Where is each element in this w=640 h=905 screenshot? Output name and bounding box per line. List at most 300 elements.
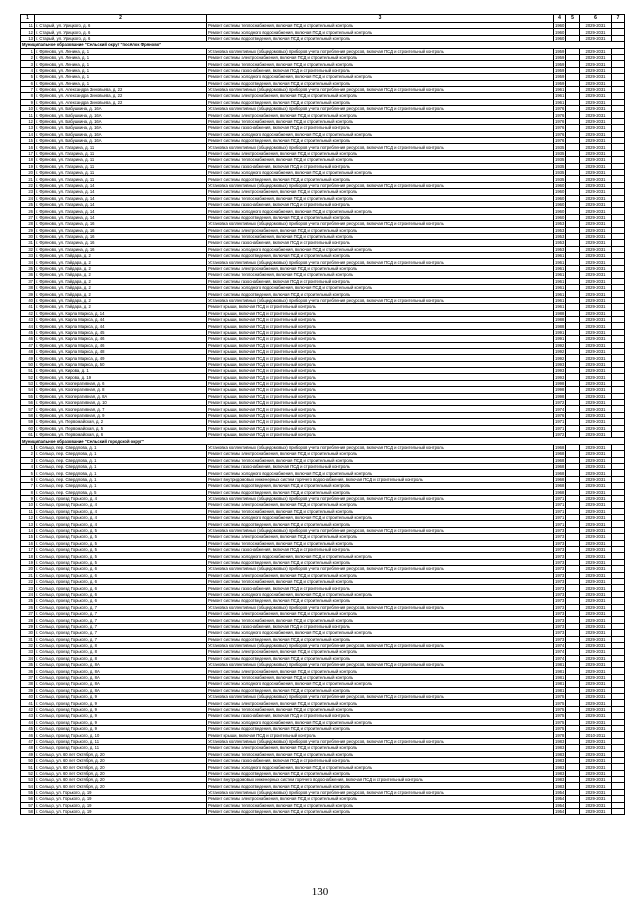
work-type-cell: Ремонт крыши, включая ПСД и строительный контроль: [207, 355, 554, 361]
address-cell: г. Фряново, ул. Кооперативная, д. 8: [35, 387, 207, 393]
period-cell: 2029-2031: [580, 623, 612, 629]
row-number-cell: 7: [21, 483, 35, 489]
period-cell: 2029-2031: [580, 169, 612, 175]
year-cell: 1968: [555, 470, 565, 476]
year-cell: 1983: [555, 777, 565, 783]
row-number-cell: 5: [21, 470, 35, 476]
year-cell: 1973: [555, 579, 565, 585]
year-cell: 1935: [555, 176, 565, 182]
period-cell: 2029-2031: [580, 796, 612, 802]
year-cell: 1973: [555, 585, 565, 591]
row-number-cell: 20: [21, 169, 35, 175]
work-type-cell: Ремонт системы холодного водоснабжения, включая ПСД и строительный контроль: [207, 29, 554, 35]
work-type-cell: Ремонт системы электроснабжения, включая ПСД и строительный контроль: [207, 572, 554, 578]
work-type-cell: Установка коллективных (общедомовых) приборов учета потребления ресурсов, включая ПСД и строительный контроль: [207, 444, 554, 450]
work-type-cell: Ремонт системы газоснабжения, включая ПСД и строительный контроль: [207, 757, 554, 763]
row-number-cell: 17: [21, 547, 35, 553]
work-type-cell: Ремонт системы теплоснабжения, включая ПСД и строительный контроль: [207, 457, 554, 463]
row-number-cell: 38: [21, 285, 35, 291]
period-cell: 2029-2031: [580, 304, 612, 310]
row-number-cell: 42: [21, 310, 35, 316]
year-cell: 1960: [555, 214, 565, 220]
period-cell: 2029-2031: [580, 253, 612, 259]
work-type-cell: Ремонт системы холодного водоснабжения, включая ПСД и строительный контроль: [207, 470, 554, 476]
period-cell: 2029-2031: [580, 508, 612, 514]
work-type-cell: Ремонт системы водоотведения, включая ПСД и строительный контроль: [207, 138, 554, 144]
year-cell: 1959: [555, 61, 565, 67]
work-type-cell: Установка коллективных (общедомовых) приборов учета потребления ресурсов, включая ПСД и строительный контроль: [207, 144, 554, 150]
row-number-cell: 61: [21, 432, 35, 438]
work-type-cell: Ремонт системы теплоснабжения, включая ПСД и строительный контроль: [207, 118, 554, 124]
year-cell: 1973: [555, 598, 565, 604]
period-cell: 2029-2031: [580, 636, 612, 642]
header-cell: 6: [580, 15, 612, 23]
work-type-cell: Установка коллективных (общедомовых) приборов учета потребления ресурсов, включая ПСД и строительный контроль: [207, 106, 554, 112]
address-cell: г. Фряново, ул. Карла Маркса, д. 45: [35, 329, 207, 335]
period-cell: 2029-2031: [580, 291, 612, 297]
period-cell: 2029-2031: [580, 802, 612, 808]
work-type-cell: Ремонт системы водоотведения, включая ПСД и строительный контроль: [207, 35, 554, 41]
row-number-cell: 24: [21, 195, 35, 201]
address-cell: г. Сельцо, проезд Горького, д. 11: [35, 745, 207, 751]
period-cell: 2029-2031: [580, 182, 612, 188]
row-number-cell: 51: [21, 368, 35, 374]
row-number-cell: 20: [21, 566, 35, 572]
period-cell: 2029-2031: [580, 719, 612, 725]
year-cell: 1974: [555, 406, 565, 412]
address-cell: г. Сельцо, пер. Свердлова, д. 1: [35, 444, 207, 450]
work-type-cell: Ремонт системы холодного водоснабжения, включая ПСД и строительный контроль: [207, 169, 554, 175]
row-number-cell: 55: [21, 789, 35, 795]
year-cell: 1975: [555, 700, 565, 706]
year-cell: 1960: [555, 202, 565, 208]
work-type-cell: Ремонт крыши, включая ПСД и строительный контроль: [207, 393, 554, 399]
row-number-cell: 21: [21, 572, 35, 578]
header-cell: 2: [35, 15, 207, 23]
year-cell: 1975: [555, 719, 565, 725]
row-number-cell: 23: [21, 189, 35, 195]
year-cell: 1976: [555, 131, 565, 137]
row-number-cell: 21: [21, 176, 35, 182]
row-number-cell: 28: [21, 221, 35, 227]
address-cell: г. Фряново, ул. Бабушкина, д. 16А: [35, 138, 207, 144]
work-type-cell: Ремонт системы водоотведения, включая ПСД и строительный контроль: [207, 770, 554, 776]
header-cell: 3: [207, 15, 554, 23]
row-number-cell: 50: [21, 361, 35, 367]
address-cell: г. Фряново, ул. Гагарина, д. 14: [35, 201, 207, 207]
period-cell: 2029-2031: [580, 559, 612, 565]
row-number-cell: 16: [21, 144, 35, 150]
row-number-cell: 59: [21, 419, 35, 425]
row-number-cell: 2: [21, 54, 35, 60]
work-type-cell: Установка коллективных (общедомовых) приборов учета потребления ресурсов, включая ПСД и строительный контроль: [207, 527, 554, 533]
address-cell: г. Сельцо, ул. 60 лет Октября, д. 20: [35, 764, 207, 770]
year-cell: 1959: [555, 48, 565, 54]
year-cell: 1974: [555, 643, 565, 649]
address-cell: г. Фряново, ул. Кооперативная, д. 7: [35, 406, 207, 412]
work-type-cell: Ремонт системы холодного водоснабжения, включая ПСД и строительный контроль: [207, 591, 554, 597]
work-type-cell: Ремонт системы электроснабжения, включая ПСД и строительный контроль: [207, 265, 554, 271]
work-type-cell: Ремонт системы водоотведения, включая ПСД и строительный контроль: [207, 521, 554, 527]
year-cell: 1973: [555, 540, 565, 546]
work-type-cell: Ремонт системы водоотведения, включая ПСД и строительный контроль: [207, 80, 554, 86]
period-cell: 2029-2031: [580, 163, 612, 169]
period-cell: 2029-2031: [580, 23, 612, 29]
period-cell: 2029-2031: [580, 189, 612, 195]
year-cell: 1954: [555, 790, 565, 796]
year-cell: 1976: [555, 413, 565, 419]
work-type-cell: Ремонт системы теплоснабжения, включая ПСД и строительный контроль: [207, 706, 554, 712]
year-cell: 1953: [555, 221, 565, 227]
address-cell: г. Фряново, ул. Первомайская, д. 5: [35, 425, 207, 431]
period-cell: 2029-2031: [580, 457, 612, 463]
work-type-cell: Ремонт системы теплоснабжения, включая ПСД и строительный контроль: [207, 61, 554, 67]
address-cell: г. Фряново, ул. Гагарина, д. 11: [35, 157, 207, 163]
address-cell: г. Фряново, ул. Гагарина, д. 14: [35, 214, 207, 220]
work-type-cell: Ремонт системы водоотведения, включая ПСД и строительный контроль: [207, 253, 554, 259]
period-cell: 2029-2031: [580, 29, 612, 35]
period-cell: 2029-2031: [580, 483, 612, 489]
address-cell: г. Сельцо, проезд Горького, д. 4: [35, 515, 207, 521]
period-cell: 2029-2031: [580, 355, 612, 361]
row-number-cell: 56: [21, 400, 35, 406]
year-cell: 1953: [555, 234, 565, 240]
address-cell: г. Фряново, ул. Гайдара, д. 2: [35, 297, 207, 303]
period-cell: 2029-2031: [580, 681, 612, 687]
address-cell: г. Сельцо, проезд Горького, д. 6: [35, 566, 207, 572]
row-number-cell: 19: [21, 163, 35, 169]
year-cell: 1975: [555, 726, 565, 732]
year-cell: 1960: [555, 29, 565, 35]
row-number-cell: 53: [21, 380, 35, 386]
address-cell: г. Фряново, ул. Гайдара, д. 2: [35, 291, 207, 297]
year-cell: 1981: [555, 675, 565, 681]
year-cell: 1981: [555, 668, 565, 674]
work-type-cell: Ремонт крыши, включая ПСД и строительный контроль: [207, 310, 554, 316]
address-cell: г. Фряново, ул. Гагарина, д. 11: [35, 144, 207, 150]
address-cell: г. Сельцо, ул. Горького, д. 19: [35, 796, 207, 802]
work-type-cell: Ремонт крыши, включая ПСД и строительный контроль: [207, 400, 554, 406]
row-number-cell: 32: [21, 642, 35, 648]
row-number-cell: 47: [21, 738, 35, 744]
period-cell: 2029-2031: [580, 649, 612, 655]
row-number-cell: 23: [21, 585, 35, 591]
row-number-cell: 44: [21, 323, 35, 329]
year-cell: 1991: [555, 329, 565, 335]
period-cell: 2029-2031: [580, 368, 612, 374]
section-title: Муниципальное образование "Сельский городской округ": [21, 438, 625, 444]
row-number-cell: 52: [21, 770, 35, 776]
year-cell: 1998: [555, 393, 565, 399]
row-number-cell: 15: [21, 138, 35, 144]
period-cell: 2029-2031: [580, 489, 612, 495]
period-cell: 2029-2031: [580, 751, 612, 757]
period-cell: 2029-2031: [580, 777, 612, 783]
period-cell: 2029-2031: [580, 757, 612, 763]
row-number-cell: 1: [21, 444, 35, 450]
work-type-cell: Ремонт системы водоотведения, включая ПСД и строительный контроль: [207, 483, 554, 489]
row-number-cell: 48: [21, 745, 35, 751]
row-number-cell: 34: [21, 655, 35, 661]
year-cell: 1953: [555, 240, 565, 246]
row-number-cell: 57: [21, 802, 35, 808]
year-cell: 1973: [555, 636, 565, 642]
year-cell: 1968: [555, 483, 565, 489]
period-cell: 2029-2031: [580, 495, 612, 501]
year-cell: 1981: [555, 681, 565, 687]
year-cell: 1981: [555, 687, 565, 693]
address-cell: г. Сельцо, проезд Горького, д. 8А: [35, 681, 207, 687]
year-cell: 1968: [555, 464, 565, 470]
year-cell: 1973: [555, 591, 565, 597]
row-number-cell: 26: [21, 208, 35, 214]
work-type-cell: Ремонт системы теплоснабжения, включая ПСД и строительный контроль: [207, 272, 554, 278]
year-cell: 1992: [555, 349, 565, 355]
period-cell: 2029-2031: [580, 380, 612, 386]
work-type-cell: Ремонт крыши, включая ПСД и строительный контроль: [207, 419, 554, 425]
address-cell: г. Фряново, ул. Бабушкина, д. 16А: [35, 118, 207, 124]
row-number-cell: 9: [21, 99, 35, 105]
period-cell: 2029-2031: [580, 585, 612, 591]
period-cell: 2029-2031: [580, 547, 612, 553]
work-type-cell: Ремонт системы холодного водоснабжения, включая ПСД и строительный контроль: [207, 553, 554, 559]
year-cell: 1993: [555, 368, 565, 374]
address-cell: г. Сельцо, ул. 60 лет Октября, д. 20: [35, 757, 207, 763]
row-number-cell: 28: [21, 617, 35, 623]
header-cell: 4: [554, 15, 566, 23]
work-type-cell: Ремонт системы холодного водоснабжения, включая ПСД и строительный контроль: [207, 131, 554, 137]
period-cell: 2029-2031: [580, 578, 612, 584]
period-cell: 2029-2031: [580, 227, 612, 233]
period-cell: 2029-2031: [580, 610, 612, 616]
year-cell: 1960: [555, 23, 565, 29]
work-type-cell: Ремонт системы электроснабжения, включая ПСД и строительный контроль: [207, 150, 554, 156]
year-cell: 1954: [555, 809, 565, 815]
work-type-cell: Ремонт системы теплоснабжения, включая ПСД и строительный контроль: [207, 157, 554, 163]
year-cell: 1959: [555, 74, 565, 80]
work-type-cell: Установка коллективных (общедомовых) приборов учета потребления ресурсов, включая ПСД и строительный контроль: [207, 694, 554, 700]
address-cell: г. Сельцо, проезд Горького, д. 7: [35, 617, 207, 623]
row-number-cell: 37: [21, 674, 35, 680]
address-cell: г. Сельцо, проезд Горького, д. 8А: [35, 668, 207, 674]
period-cell: 2029-2031: [580, 348, 612, 354]
row-number-cell: 41: [21, 700, 35, 706]
address-cell: г. Сельцо, проезд Горького, д. 4: [35, 495, 207, 501]
address-cell: г. Фряново, ул. Кирова, д. 1: [35, 368, 207, 374]
period-cell: 2029-2031: [580, 246, 612, 252]
row-number-cell: 57: [21, 406, 35, 412]
address-cell: г. Фряново, ул. Гайдара, д. 2: [35, 285, 207, 291]
period-cell: 2029-2031: [580, 144, 612, 150]
address-cell: г. Сельцо, проезд Горького, д. 6: [35, 572, 207, 578]
work-type-cell: Ремонт крыши, включая ПСД и строительный контроль: [207, 387, 554, 393]
address-cell: г. Фряново, ул. Гагарина, д. 16: [35, 240, 207, 246]
year-cell: 1961: [555, 278, 565, 284]
address-cell: г. Сельцо, проезд Горького, д. 4: [35, 502, 207, 508]
year-cell: 1973: [555, 560, 565, 565]
address-cell: г. Сельцо, проезд Горького, д. 8А: [35, 662, 207, 668]
year-cell: 1971: [555, 419, 565, 425]
address-cell: г. Сельцо, пер. Свердлова, д. 5: [35, 489, 207, 495]
period-cell: 2029-2031: [580, 272, 612, 278]
address-cell: г. Фряново, ул. Кирова, д. 19: [35, 374, 207, 380]
row-number-cell: 5: [21, 74, 35, 80]
address-cell: г. Сельцо, проезд Горького, д. 7: [35, 610, 207, 616]
work-type-cell: Установка коллективных (общедомовых) приборов учета потребления ресурсов, включая ПСД и строительный контроль: [207, 789, 554, 795]
address-cell: г. Фряново, ул. Гагарина, д. 11: [35, 163, 207, 169]
year-cell: 1972: [555, 400, 565, 406]
address-cell: г. Сельцо, проезд Горького, д. 4: [35, 521, 207, 527]
period-cell: 2029-2031: [580, 297, 612, 303]
year-cell: 1959: [555, 80, 565, 86]
row-number-cell: 35: [21, 265, 35, 271]
address-cell: г. Сельцо, проезд Горького, д. 5: [35, 559, 207, 565]
row-number-cell: 17: [21, 150, 35, 156]
row-number-cell: 3: [21, 61, 35, 67]
work-type-cell: Ремонт системы электроснабжения, включая ПСД и строительный контроль: [207, 796, 554, 802]
period-cell: 2029-2031: [580, 725, 612, 731]
row-number-cell: 14: [21, 527, 35, 533]
row-number-cell: 41: [21, 304, 35, 310]
address-cell: г. Фряново, ул. Первомайская, д. 2: [35, 419, 207, 425]
period-cell: 2029-2031: [580, 470, 612, 476]
work-type-cell: Ремонт системы электроснабжения, включая ПСД и строительный контроль: [207, 93, 554, 99]
row-number-cell: 45: [21, 329, 35, 335]
row-number-cell: 12: [21, 515, 35, 521]
year-cell: 1973: [555, 553, 565, 559]
year-cell: 1954: [555, 796, 565, 802]
row-number-cell: 40: [21, 694, 35, 700]
row-number-cell: 4: [21, 463, 35, 469]
row-number-cell: 15: [21, 534, 35, 540]
table-row: [21, 809, 625, 815]
year-cell: 1998: [555, 387, 565, 393]
address-cell: г. Фряново, ул. Карла Маркса, д. 46: [35, 336, 207, 342]
row-number-cell: 11: [21, 23, 35, 29]
work-type-cell: Ремонт крыши, включая ПСД и строительный контроль: [207, 432, 554, 438]
year-cell: 1973: [555, 630, 565, 636]
period-cell: 2029-2031: [580, 323, 612, 329]
year-cell: 1974: [555, 655, 565, 661]
period-cell: 2029-2031: [580, 374, 612, 380]
address-cell: г. Сельцо, проезд Горького, д. 5: [35, 534, 207, 540]
period-cell: 2029-2031: [580, 278, 612, 284]
year-cell: 1973: [555, 547, 565, 553]
work-type-cell: Ремонт системы газоснабжения, включая ПСД и строительный контроль: [207, 463, 554, 469]
period-cell: 2029-2031: [580, 412, 612, 418]
row-number-cell: 30: [21, 630, 35, 636]
year-cell: 1968: [555, 451, 565, 457]
period-cell: 2029-2031: [580, 400, 612, 406]
row-number-cell: 36: [21, 668, 35, 674]
year-cell: 1961: [555, 297, 565, 303]
year-cell: 1961: [555, 304, 565, 310]
row-number-cell: 8: [21, 489, 35, 495]
period-cell: 2029-2031: [580, 265, 612, 271]
row-number-cell: 11: [21, 508, 35, 514]
row-number-cell: 35: [21, 662, 35, 668]
period-cell: 2029-2031: [580, 694, 612, 700]
work-type-cell: Ремонт системы электроснабжения, включая ПСД и строительный контроль: [207, 610, 554, 616]
year-cell: 1961: [555, 285, 565, 291]
address-cell: г. Сельцо, пер. Свердлова, д. 1: [35, 457, 207, 463]
year-cell: 1954: [555, 802, 565, 808]
work-type-cell: Ремонт системы электроснабжения, включая ПСД и строительный контроль: [207, 189, 554, 195]
year-cell: 1978: [555, 732, 565, 738]
address-cell: г. Фряново, ул. Ленина, д. 1: [35, 74, 207, 80]
work-type-cell: Ремонт системы холодного водоснабжения, включая ПСД и строительный контроль: [207, 285, 554, 291]
year-cell: 1960: [555, 195, 565, 201]
address-cell: г. Сельцо, проезд Горького, д. 8А: [35, 674, 207, 680]
work-type-cell: Ремонт системы водоотведения, включая ПСД и строительный контроль: [207, 725, 554, 731]
period-cell: 2029-2031: [580, 285, 612, 291]
year-cell: 1968: [555, 489, 565, 495]
address-cell: г. Фряново, ул. Бабушкина, д. 16А: [35, 112, 207, 118]
year-cell: 1976: [555, 119, 565, 125]
row-number-cell: 25: [21, 201, 35, 207]
row-number-cell: 10: [21, 106, 35, 112]
year-cell: 1988: [555, 323, 565, 329]
row-number-cell: 12: [21, 118, 35, 124]
period-cell: 2029-2031: [580, 521, 612, 527]
row-number-cell: 33: [21, 649, 35, 655]
work-type-cell: Ремонт системы теплоснабжения, включая ПСД и строительный контроль: [207, 802, 554, 808]
address-cell: г. Сельцо, проезд Горького, д. 8: [35, 642, 207, 648]
address-cell: г. Фряново, ул. Гагарина, д. 11: [35, 150, 207, 156]
address-cell: г. Фряново, ул. Ленина, д. 1: [35, 67, 207, 73]
work-type-cell: Ремонт системы газоснабжения, включая ПСД и строительный контроль: [207, 125, 554, 131]
address-cell: г. Сельцо, проезд Горького, д. 10: [35, 732, 207, 738]
row-number-cell: 27: [21, 610, 35, 616]
row-number-cell: 58: [21, 809, 35, 815]
period-cell: 2029-2031: [580, 176, 612, 182]
work-type-cell: Ремонт крыши, включая ПСД и строительный контроль: [207, 374, 554, 380]
period-cell: 2029-2031: [580, 598, 612, 604]
work-type-cell: Ремонт системы электроснабжения, включая ПСД и строительный контроль: [207, 451, 554, 457]
work-type-cell: Ремонт системы холодного водоснабжения, включая ПСД и строительный контроль: [207, 74, 554, 80]
year-cell: 1935: [555, 151, 565, 156]
row-number-cell: 1: [21, 48, 35, 54]
address-cell: г. Сельцо, пер. Свердлова, д. 1: [35, 470, 207, 476]
year-cell: 1971: [555, 502, 565, 508]
work-type-cell: Ремонт системы водоотведения, включая ПСД и строительный контроль: [207, 489, 554, 495]
row-number-cell: 10: [21, 502, 35, 508]
row-number-cell: 11: [21, 112, 35, 118]
period-cell: 2029-2031: [580, 406, 612, 412]
work-type-cell: Установка коллективных (общедомовых) приборов учета потребления ресурсов, включая ПСД и строительный контроль: [207, 566, 554, 572]
work-type-cell: Ремонт системы водоотведения, включая ПСД и строительный контроль: [207, 214, 554, 220]
row-number-cell: 16: [21, 540, 35, 546]
year-cell: 1975: [555, 706, 565, 712]
period-cell: 2029-2031: [580, 336, 612, 342]
row-number-cell: 27: [21, 214, 35, 220]
year-cell: 1961: [555, 253, 565, 259]
address-cell: г. Сельцо, ул. 60 лет Октября, д. 20: [35, 770, 207, 776]
year-cell: 1968: [555, 476, 565, 482]
period-cell: 2029-2031: [580, 770, 612, 776]
row-number-cell: 30: [21, 233, 35, 239]
work-type-cell: Ремонт системы электроснабжения, включая ПСД и строительный контроль: [207, 112, 554, 118]
address-cell: г. Фряново, ул. Гайдара, д. 2: [35, 259, 207, 265]
work-type-cell: Ремонт системы холодного водоснабжения, включая ПСД и строительный контроль: [207, 630, 554, 636]
year-cell: 1968: [555, 444, 565, 450]
year-cell: 1973: [555, 572, 565, 578]
row-number-cell: 6: [21, 476, 35, 482]
address-cell: г. Фряново, ул. Гагарина, д. 16: [35, 227, 207, 233]
year-cell: 1968: [555, 457, 565, 463]
work-type-cell: Ремонт системы теплоснабжения, включая ПСД и строительный контроль: [207, 751, 554, 757]
address-cell: г. Фряново, ул. Карла Маркса, д. 44: [35, 323, 207, 329]
